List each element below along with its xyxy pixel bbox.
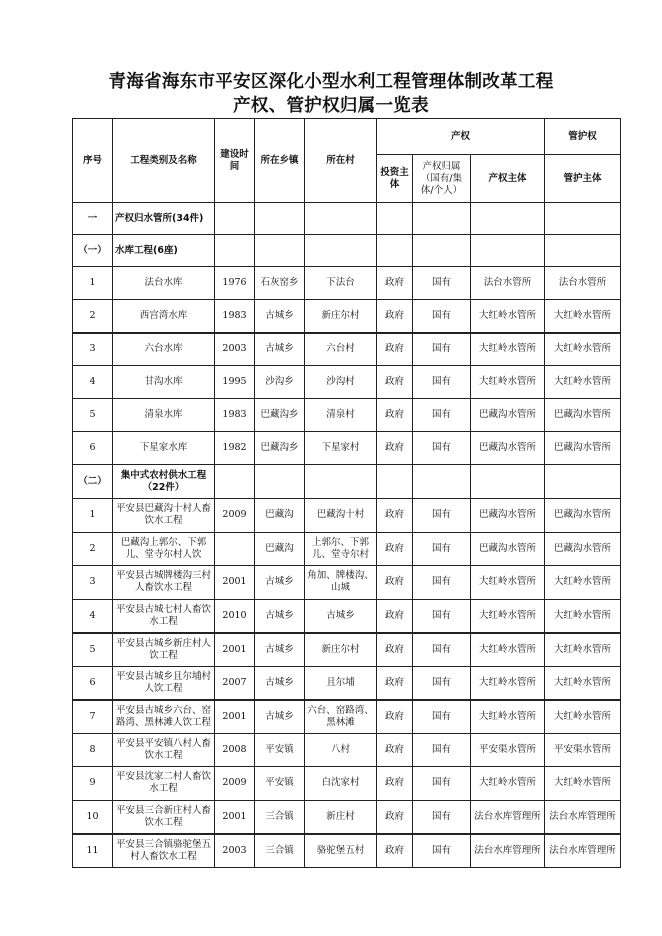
row-maintainer: 平安渠水管所 — [545, 733, 621, 767]
row-ownership: 国有 — [413, 733, 471, 767]
row-project-name: 平安县古城乡且尔埔村人饮工程 — [113, 666, 215, 700]
row-ownership: 国有 — [413, 499, 471, 533]
reservoir-row — [73, 300, 621, 333]
row-seq: 11 — [73, 834, 113, 868]
document-subtitle: 产权、管护权归属一览表 — [233, 96, 429, 116]
row-village: 沙沟村 — [305, 366, 377, 399]
row-project-name: 巴藏沟上郭尔、下郭儿、堂寺尔村人饮 — [113, 532, 215, 566]
water-supply-row — [73, 499, 621, 533]
row-project-name: 平安县古城乡新庄村人饮工程 — [113, 633, 215, 667]
row-seq: 2 — [73, 300, 113, 333]
row-seq: 5 — [73, 633, 113, 667]
row-seq: 10 — [73, 800, 113, 834]
document-title: 青海省海东市平安区深化小型水利工程管理体制改革工程 — [108, 72, 554, 92]
row-village: 六台村 — [305, 333, 377, 366]
header-owner: 产权主体 — [471, 155, 545, 203]
row-maintainer: 巴藏沟水管所 — [545, 432, 621, 465]
section-row — [73, 235, 621, 267]
row-build-year: 2001 — [215, 633, 255, 667]
row-build-year: 2003 — [215, 834, 255, 868]
row-investor: 政府 — [377, 666, 413, 700]
row-build-year: 2001 — [215, 700, 255, 734]
row-ownership: 国有 — [413, 599, 471, 633]
section-name: 集中式农村供水工程（22件） — [113, 465, 215, 499]
reservoir-row — [73, 333, 621, 366]
row-maintainer: 大红岭水管所 — [545, 700, 621, 734]
row-investor: 政府 — [377, 300, 413, 333]
row-ownership: 国有 — [413, 633, 471, 667]
header-maintainer: 管护主体 — [545, 155, 621, 203]
row-owner: 大红岭水管所 — [471, 333, 545, 366]
row-seq: 9 — [73, 767, 113, 801]
row-owner: 法台水库管理所 — [471, 834, 545, 868]
water-supply-row — [73, 666, 621, 700]
row-investor: 政府 — [377, 599, 413, 633]
row-ownership: 国有 — [413, 300, 471, 333]
water-supply-row — [73, 767, 621, 801]
row-seq: 1 — [73, 499, 113, 533]
row-ownership: 国有 — [413, 800, 471, 834]
header-project-type: 工程类别及名称 — [113, 119, 215, 203]
reservoir-row — [73, 366, 621, 399]
row-owner: 大红岭水管所 — [471, 700, 545, 734]
row-investor: 政府 — [377, 733, 413, 767]
row-owner: 法台水库管理所 — [471, 800, 545, 834]
row-seq: 6 — [73, 432, 113, 465]
row-build-year: 2001 — [215, 800, 255, 834]
row-town: 巴藏沟 — [255, 499, 305, 533]
row-village: 骆驼堡五村 — [305, 834, 377, 868]
row-owner: 大红岭水管所 — [471, 633, 545, 667]
row-investor: 政府 — [377, 267, 413, 300]
row-village: 且尔埔 — [305, 666, 377, 700]
row-village: 八村 — [305, 733, 377, 767]
row-village: 巴藏沟十村 — [305, 499, 377, 533]
row-seq: 7 — [73, 700, 113, 734]
row-owner: 巴藏沟水管所 — [471, 399, 545, 432]
row-seq: 6 — [73, 666, 113, 700]
row-ownership: 国有 — [413, 399, 471, 432]
row-project-name: 平安县平安镇八村人畜饮水工程 — [113, 733, 215, 767]
row-seq: 2 — [73, 532, 113, 566]
row-maintainer: 大红岭水管所 — [545, 300, 621, 333]
header-property-right: 产权 — [377, 119, 545, 155]
row-seq: 4 — [73, 366, 113, 399]
row-owner: 大红岭水管所 — [471, 599, 545, 633]
row-seq: 8 — [73, 733, 113, 767]
row-investor: 政府 — [377, 767, 413, 801]
row-project-name: 平安县巴藏沟十村人畜饮水工程 — [113, 499, 215, 533]
row-ownership: 国有 — [413, 666, 471, 700]
row-owner: 平安渠水管所 — [471, 733, 545, 767]
section-row — [73, 465, 621, 499]
section-name: 水库工程(6座) — [113, 235, 215, 267]
row-project-name: 平安县三合镇骆驼堡五村人畜饮水工程 — [113, 834, 215, 868]
section-row — [73, 203, 621, 235]
row-project-name: 法台水库 — [113, 267, 215, 300]
section-seq: （一） — [73, 235, 113, 267]
section-seq: （二） — [73, 465, 113, 499]
row-owner: 巴藏沟水管所 — [471, 532, 545, 566]
row-maintainer: 巴藏沟水管所 — [545, 532, 621, 566]
row-town: 三合镇 — [255, 834, 305, 868]
row-maintainer: 大红岭水管所 — [545, 767, 621, 801]
row-maintainer: 大红岭水管所 — [545, 599, 621, 633]
row-ownership: 国有 — [413, 532, 471, 566]
row-build-year: 2009 — [215, 499, 255, 533]
row-project-name: 平安县古城乡六台、窑路湾、黑林滩人饮工程 — [113, 700, 215, 734]
row-village: 清泉村 — [305, 399, 377, 432]
section-seq: 一 — [73, 203, 113, 235]
row-town: 古城乡 — [255, 333, 305, 366]
row-project-name: 平安县古城牌楼沟三村人畜饮水工程 — [113, 566, 215, 600]
reservoir-row — [73, 432, 621, 465]
water-supply-row — [73, 733, 621, 767]
row-seq: 1 — [73, 267, 113, 300]
row-village: 新庄村 — [305, 800, 377, 834]
header-investor: 投资主体 — [377, 155, 413, 203]
reservoir-row — [73, 399, 621, 432]
row-investor: 政府 — [377, 834, 413, 868]
row-build-year: 2001 — [215, 566, 255, 600]
row-investor: 政府 — [377, 432, 413, 465]
header-village: 所在村 — [305, 119, 377, 203]
row-town: 古城乡 — [255, 599, 305, 633]
row-maintainer: 大红岭水管所 — [545, 633, 621, 667]
row-town: 古城乡 — [255, 300, 305, 333]
row-owner: 大红岭水管所 — [471, 566, 545, 600]
row-maintainer: 法台水库管理所 — [545, 800, 621, 834]
reservoir-row — [73, 267, 621, 300]
row-ownership: 国有 — [413, 566, 471, 600]
row-seq: 5 — [73, 399, 113, 432]
row-ownership: 国有 — [413, 267, 471, 300]
header-build-year: 建设时间 — [215, 119, 255, 203]
row-village: 古城乡 — [305, 599, 377, 633]
row-maintainer: 大红岭水管所 — [545, 366, 621, 399]
row-investor: 政府 — [377, 366, 413, 399]
row-maintainer: 巴藏沟水管所 — [545, 499, 621, 533]
row-ownership: 国有 — [413, 767, 471, 801]
row-ownership: 国有 — [413, 700, 471, 734]
row-village: 新庄尔村 — [305, 300, 377, 333]
row-project-name: 平安县古城七村人畜饮水工程 — [113, 599, 215, 633]
row-village: 下星家村 — [305, 432, 377, 465]
row-town: 巴藏沟 — [255, 532, 305, 566]
row-build-year: 2009 — [215, 767, 255, 801]
row-investor: 政府 — [377, 499, 413, 533]
row-town: 古城乡 — [255, 633, 305, 667]
row-owner: 巴藏沟水管所 — [471, 499, 545, 533]
row-build-year: 2010 — [215, 599, 255, 633]
row-build-year: 1982 — [215, 432, 255, 465]
header-maintenance-right: 管护权 — [545, 119, 621, 155]
row-project-name: 甘沟水库 — [113, 366, 215, 399]
row-build-year: 1995 — [215, 366, 255, 399]
row-village: 六台、窑路湾、黑林滩 — [305, 700, 377, 734]
row-maintainer: 大红岭水管所 — [545, 566, 621, 600]
row-village: 白沈家村 — [305, 767, 377, 801]
row-town: 平安镇 — [255, 767, 305, 801]
row-investor: 政府 — [377, 700, 413, 734]
row-seq: 4 — [73, 599, 113, 633]
row-project-name: 下星家水库 — [113, 432, 215, 465]
row-build-year — [215, 532, 255, 566]
row-owner: 巴藏沟水管所 — [471, 432, 545, 465]
row-project-name: 平安县三合新庄村人畜饮水工程 — [113, 800, 215, 834]
row-investor: 政府 — [377, 633, 413, 667]
row-town: 平安镇 — [255, 733, 305, 767]
row-investor: 政府 — [377, 333, 413, 366]
row-maintainer: 法台水管所 — [545, 267, 621, 300]
row-owner: 大红岭水管所 — [471, 767, 545, 801]
header-town: 所在乡镇 — [255, 119, 305, 203]
section-name: 产权归水管所(34件) — [113, 203, 215, 235]
row-build-year: 2007 — [215, 666, 255, 700]
row-ownership: 国有 — [413, 834, 471, 868]
ownership-table — [72, 118, 621, 868]
water-supply-row — [73, 566, 621, 600]
row-project-name: 平安县沈家二村人畜饮水工程 — [113, 767, 215, 801]
row-town: 巴藏沟乡 — [255, 399, 305, 432]
water-supply-row — [73, 633, 621, 667]
row-town: 古城乡 — [255, 700, 305, 734]
row-investor: 政府 — [377, 800, 413, 834]
row-build-year: 2008 — [215, 733, 255, 767]
water-supply-row — [73, 834, 621, 868]
row-maintainer: 大红岭水管所 — [545, 333, 621, 366]
row-ownership: 国有 — [413, 333, 471, 366]
row-village: 下法台 — [305, 267, 377, 300]
row-investor: 政府 — [377, 532, 413, 566]
water-supply-row — [73, 800, 621, 834]
row-owner: 大红岭水管所 — [471, 366, 545, 399]
row-ownership: 国有 — [413, 366, 471, 399]
row-build-year: 2003 — [215, 333, 255, 366]
row-owner: 大红岭水管所 — [471, 300, 545, 333]
row-seq: 3 — [73, 333, 113, 366]
row-project-name: 西宫湾水库 — [113, 300, 215, 333]
row-maintainer: 法台水库管理所 — [545, 834, 621, 868]
row-ownership: 国有 — [413, 432, 471, 465]
row-town: 石灰窑乡 — [255, 267, 305, 300]
row-project-name: 清泉水库 — [113, 399, 215, 432]
row-investor: 政府 — [377, 399, 413, 432]
row-build-year: 1983 — [215, 399, 255, 432]
row-town: 巴藏沟乡 — [255, 432, 305, 465]
water-supply-row — [73, 700, 621, 734]
row-town: 古城乡 — [255, 566, 305, 600]
row-village: 新庄尔村 — [305, 633, 377, 667]
row-owner: 法台水管所 — [471, 267, 545, 300]
row-investor: 政府 — [377, 566, 413, 600]
row-town: 三合镇 — [255, 800, 305, 834]
row-town: 沙沟乡 — [255, 366, 305, 399]
water-supply-row — [73, 599, 621, 633]
water-supply-row — [73, 532, 621, 566]
row-build-year: 1976 — [215, 267, 255, 300]
row-village: 角加、牌楼沟、山城 — [305, 566, 377, 600]
row-village: 上郭尔、下郭儿、堂寺尔村 — [305, 532, 377, 566]
row-build-year: 1983 — [215, 300, 255, 333]
row-seq: 3 — [73, 566, 113, 600]
row-project-name: 六台水库 — [113, 333, 215, 366]
header-ownership: 产权归属（国有/集体/个人） — [413, 155, 471, 203]
header-seq: 序号 — [73, 119, 113, 203]
row-town: 古城乡 — [255, 666, 305, 700]
row-maintainer: 巴藏沟水管所 — [545, 399, 621, 432]
row-maintainer: 大红岭水管所 — [545, 666, 621, 700]
row-owner: 大红岭水管所 — [471, 666, 545, 700]
